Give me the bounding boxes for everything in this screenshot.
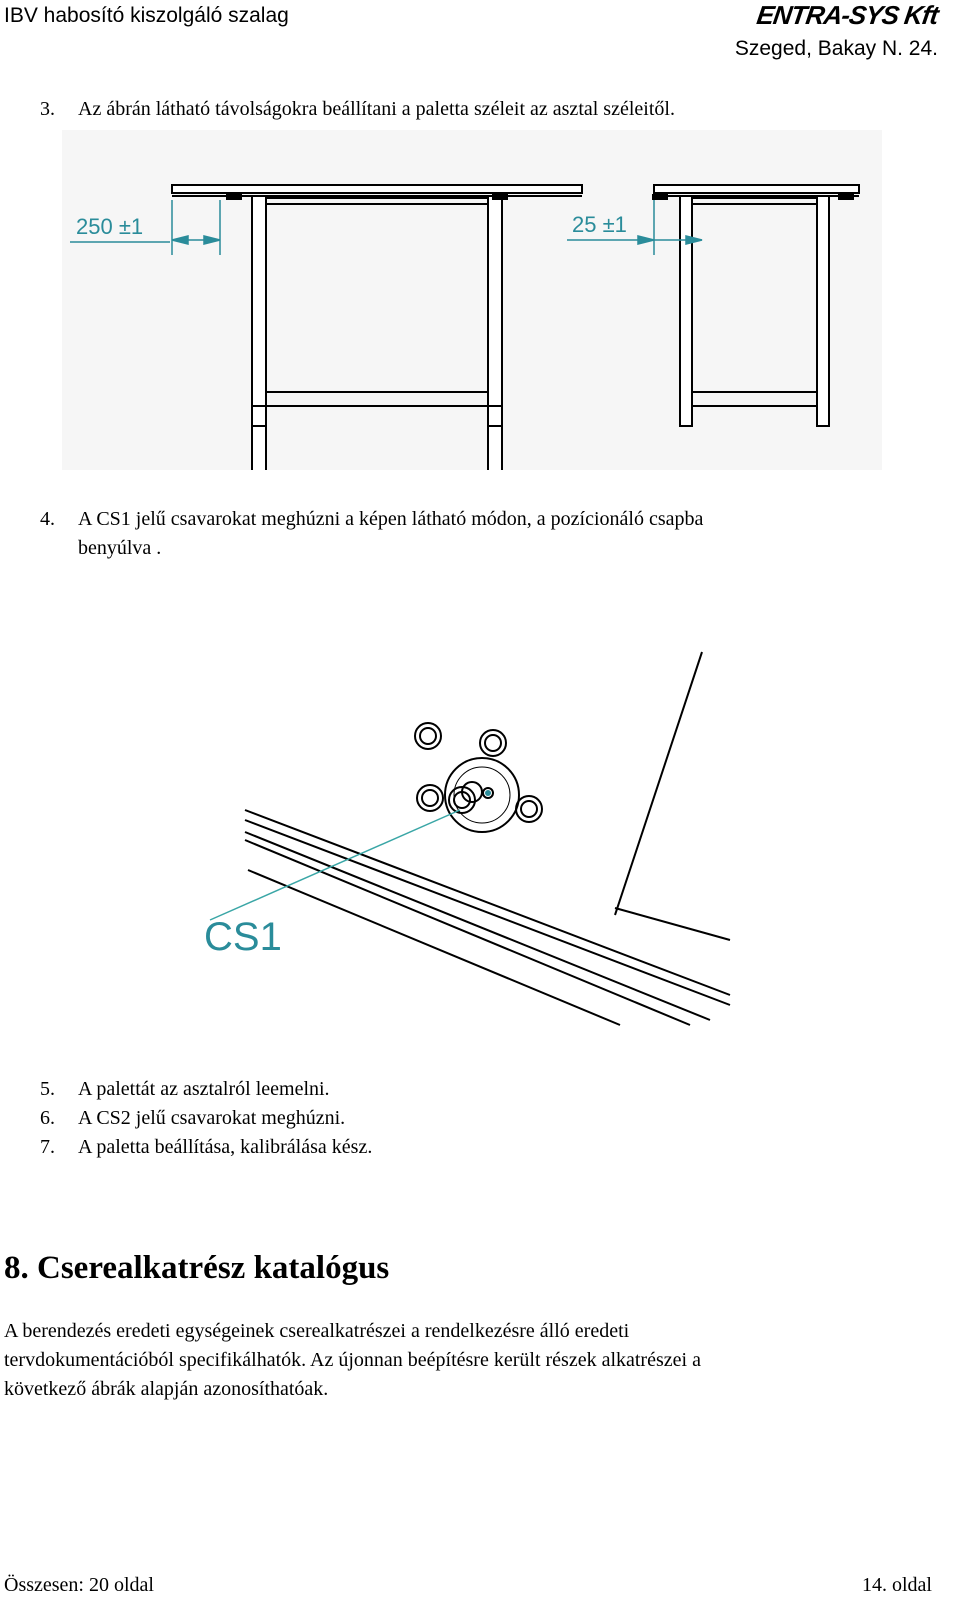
step-6 xyxy=(40,1106,940,1130)
step-3 xyxy=(40,97,940,121)
step-text: Az ábrán látható távolságokra beállítani a paletta széleit az asztal széleitől. xyxy=(78,98,675,120)
step-number: 6. xyxy=(40,1107,55,1129)
paragraph-line: A berendezés eredeti egységeinek cserealkatrészei a rendelkezésre álló eredeti xyxy=(4,1320,630,1342)
footer-total-pages: Összesen: 20 oldal xyxy=(4,1574,154,1596)
paragraph-line: következő ábrák alapján azonosíthatóak. xyxy=(4,1378,329,1400)
step-number: 7. xyxy=(40,1136,55,1158)
step-7 xyxy=(40,1135,940,1159)
step-4 xyxy=(40,507,940,563)
step-number: 5. xyxy=(40,1078,55,1100)
cs1-label: CS1 xyxy=(204,915,282,959)
header-title: IBV habosító kiszolgáló szalag xyxy=(4,4,289,27)
step-number: 3. xyxy=(40,98,55,120)
step-text: A CS2 jelű csavarokat meghúzni. xyxy=(78,1107,346,1129)
step-number: 4. xyxy=(40,508,55,530)
company-logo: ENTRA-SYS Kft xyxy=(755,0,941,30)
dimension-label-right: 25 ±1 xyxy=(572,212,627,237)
section-title: 8. Cserealkatrész katalógus xyxy=(4,1250,390,1286)
step-text: A paletta beállítása, kalibrálása kész. xyxy=(78,1136,373,1158)
step-text: A CS1 jelű csavarokat meghúzni a képen látható módon, a pozícionáló csapba xyxy=(78,508,704,530)
step-5 xyxy=(40,1077,940,1101)
table-offset-drawing xyxy=(62,130,882,470)
header-address: Szeged, Bakay N. 24. xyxy=(734,37,938,60)
step-text-continued: benyúlva . xyxy=(78,537,162,559)
paragraph-line: tervdokumentációból specifikálhatók. Az újonnan beépítésre került részek alkatrészei a xyxy=(4,1349,701,1371)
footer-page-number: 14. oldal xyxy=(862,1574,932,1596)
cs1-screw-drawing xyxy=(190,640,750,1040)
dimension-label-left: 250 ±1 xyxy=(76,214,144,239)
section-paragraph xyxy=(4,1317,904,1404)
step-text: A palettát az asztalról leemelni. xyxy=(78,1078,330,1100)
